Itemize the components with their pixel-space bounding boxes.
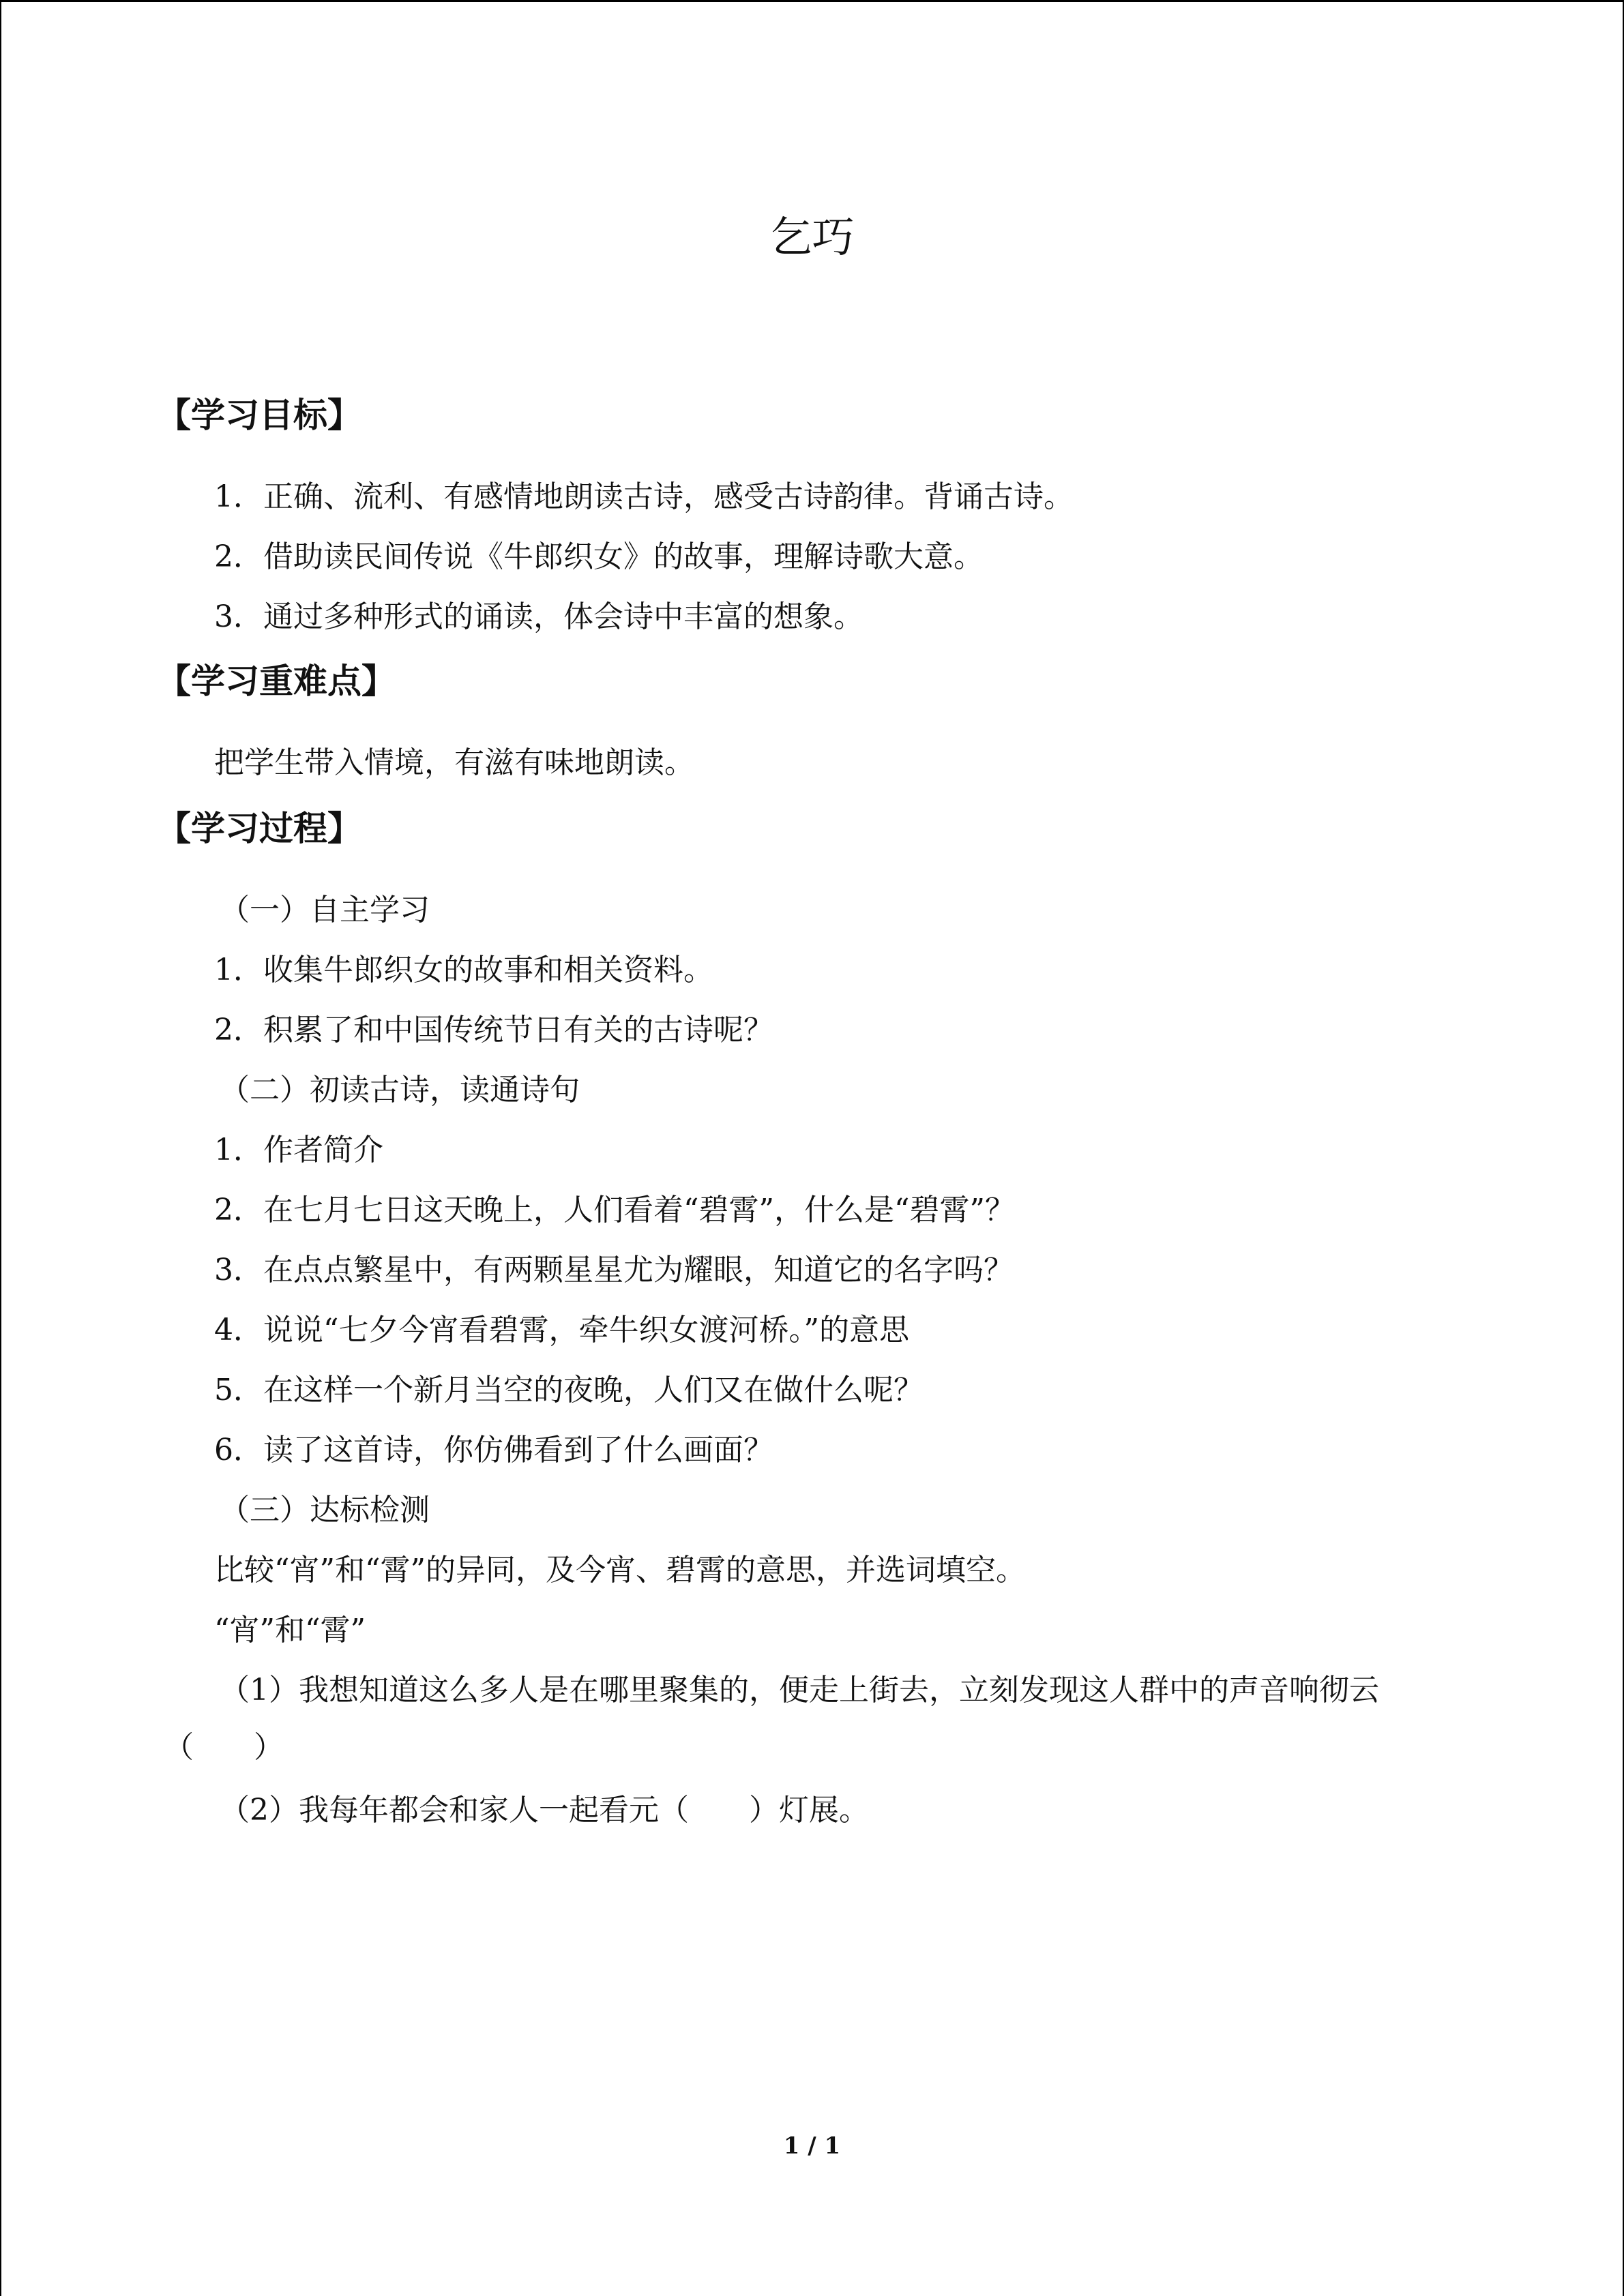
page-number: 1 / 1: [783, 2132, 841, 2160]
section-heading-process: 【学习过程】: [157, 809, 361, 848]
objective-item: 1．正确、流利、有感情地朗读古诗，感受古诗韵律。背诵古诗。: [214, 479, 1074, 514]
process-item: 6．读了这首诗，你仿佛看到了什么画面？: [214, 1433, 773, 1467]
process-part-label: （三）达标检测: [220, 1493, 430, 1527]
exercise-question-1: （1）我想知道这么多人是在哪里聚集的，便走上街去，立刻发现这人群中的声音响彻云: [220, 1673, 1379, 1708]
section-heading-key-points: 【学习重难点】: [157, 661, 396, 701]
process-item: 5．在这样一个新月当空的夜晚，人们又在做什么呢？: [214, 1373, 924, 1407]
process-item: 1．收集牛郎织女的故事和相关资料。: [214, 953, 713, 987]
exercise-word-pair: “宵”和“霄”: [214, 1613, 366, 1648]
process-item: 2．积累了和中国传统节日有关的古诗呢？: [214, 1013, 773, 1047]
key-points-text: 把学生带入情境，有滋有味地朗读。: [214, 745, 694, 780]
document-title: 乞巧: [769, 212, 855, 262]
process-part-label: （二）初读古诗，读通诗句: [220, 1073, 580, 1107]
objective-item: 2．借助读民间传说《牛郎织女》的故事，理解诗歌大意。: [214, 539, 984, 574]
objective-item: 3．通过多种形式的诵读，体会诗中丰富的想象。: [214, 599, 863, 634]
exercise-question-1-blank: （ ）: [164, 1730, 284, 1765]
process-item: 1．作者简介: [214, 1133, 383, 1167]
process-item: 4．说说“七夕今宵看碧霄，牵牛织女渡河桥。”的意思: [214, 1313, 909, 1347]
process-item: 2．在七月七日这天晚上，人们看着“碧霄”，什么是“碧霄”？: [214, 1193, 1015, 1227]
exercise-question-2: （2）我每年都会和家人一起看元（ ）灯展。: [220, 1793, 869, 1828]
section-heading-objectives: 【学习目标】: [157, 396, 361, 435]
exercise-instruction: 比较“宵”和“霄”的异同，及今宵、碧霄的意思，并选词填空。: [214, 1553, 1026, 1587]
process-part-label: （一）自主学习: [220, 893, 430, 927]
process-item: 3．在点点繁星中，有两颗星星尤为耀眼，知道它的名字吗？: [214, 1253, 1014, 1287]
